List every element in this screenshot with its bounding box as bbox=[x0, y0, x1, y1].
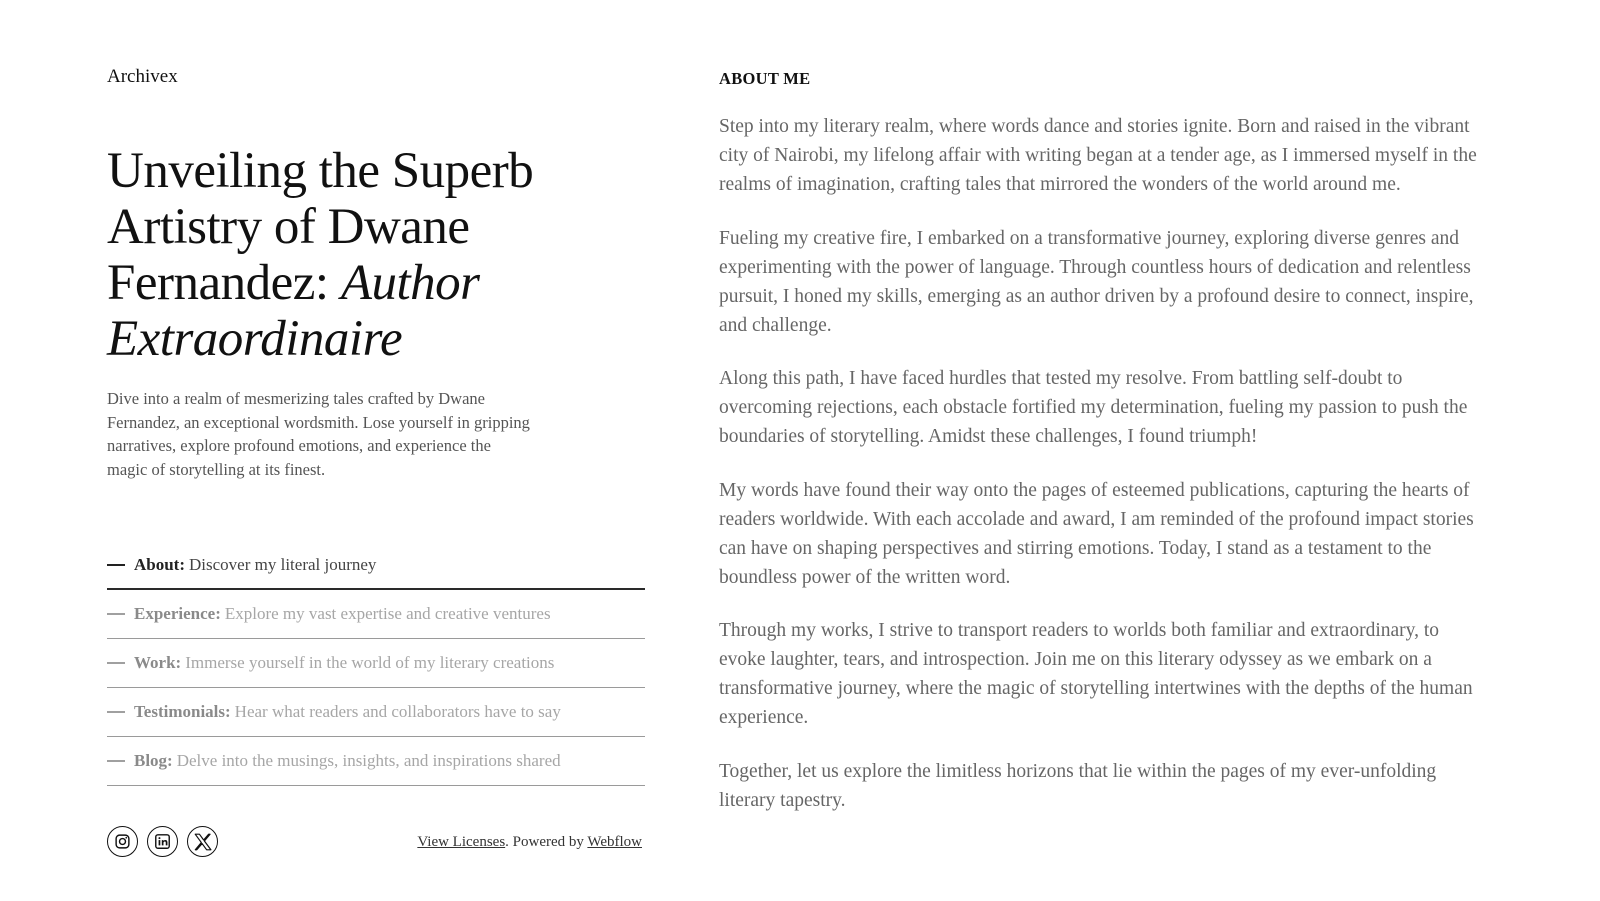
about-paragraph: Fueling my creative fire, I embarked on a transformative journey, exploring diverse genres and experimenting with the power of language. Through countless hours of dedication and relentless pursuit, I honed my skills, emerging as an author driven by a profound desire to connect, inspire, and challenge. bbox=[719, 227, 1474, 336]
nav-item-key: Testimonials: bbox=[134, 702, 231, 721]
hero-title bbox=[107, 143, 647, 367]
webflow-link[interactable]: Webflow bbox=[587, 834, 642, 850]
dash-icon bbox=[107, 662, 125, 664]
dash-icon bbox=[107, 711, 125, 713]
brand-logo[interactable]: Archivex bbox=[107, 66, 178, 87]
hero-title-plain: Unveiling the Superb Artistry of Dwane Fernandez: bbox=[107, 143, 534, 311]
nav-item-desc: Immerse yourself in the world of my literary creations bbox=[185, 653, 555, 672]
powered-by-text: . Powered by bbox=[505, 834, 588, 850]
nav-item-experience[interactable] bbox=[107, 590, 645, 639]
linkedin-button[interactable] bbox=[147, 826, 178, 857]
about-body bbox=[719, 112, 1479, 839]
nav-item-key: Work: bbox=[134, 653, 182, 672]
view-licenses-link[interactable]: View Licenses bbox=[417, 834, 506, 850]
about-paragraph: My words have found their way onto the pages of esteemed publications, capturing the hearts of readers worldwide. With each accolade and award, I am reminded of the profound impact stories can have on shaping perspectives and stirring emotions. Today, I stand as a testament to the boundless power of the written word. bbox=[719, 479, 1474, 588]
nav-item-testimonials[interactable] bbox=[107, 688, 645, 737]
left-panel bbox=[107, 0, 645, 901]
dash-icon bbox=[107, 564, 125, 566]
nav-item-blog[interactable] bbox=[107, 737, 645, 786]
nav-item-about[interactable] bbox=[107, 541, 645, 590]
social-links bbox=[107, 826, 218, 857]
nav-item-desc: Discover my literal journey bbox=[189, 554, 377, 574]
about-heading: ABOUT ME bbox=[719, 69, 811, 88]
linkedin-icon bbox=[154, 833, 171, 850]
nav-item-desc: Explore my vast expertise and creative ventures bbox=[224, 604, 551, 623]
footer bbox=[107, 826, 645, 860]
about-paragraph: Step into my literary realm, where words dance and stories ignite. Born and raised in the vibrant city of Nairobi, my lifelong affair with writing began at a tender age, as I immersed myself in the realms of imagination, crafting tales that mirrored the wonders of the world around me. bbox=[719, 116, 1477, 195]
x-button[interactable] bbox=[187, 826, 218, 857]
hero-subtitle: Dive into a realm of mesmerizing tales crafted by Dwane Fernandez, an exceptional wordsmith. Lose yourself in gripping narratives, explore profound emotions, and experience the magic of storytelling at its finest. bbox=[107, 389, 530, 479]
nav-item-desc: Delve into the musings, insights, and inspirations shared bbox=[176, 751, 561, 770]
x-icon bbox=[192, 831, 214, 853]
hero-title-italic: Author Extraordinaire bbox=[107, 255, 480, 367]
nav-item-key: About: bbox=[134, 554, 186, 574]
about-paragraph: Along this path, I have faced hurdles that tested my resolve. From battling self-doubt to overcoming rejections, each obstacle fortified my determination, fueling my passion to push the boundaries of storytelling. Amidst these challenges, I found triumph! bbox=[719, 368, 1468, 447]
nav-item-desc: Hear what readers and collaborators have to say bbox=[234, 702, 561, 721]
dash-icon bbox=[107, 760, 125, 762]
dash-icon bbox=[107, 613, 125, 615]
nav-item-key: Experience: bbox=[134, 604, 221, 623]
nav-item-key: Blog: bbox=[134, 751, 173, 770]
instagram-icon bbox=[114, 833, 131, 850]
footer-credits bbox=[417, 834, 642, 851]
instagram-button[interactable] bbox=[107, 826, 138, 857]
nav-item-work[interactable] bbox=[107, 639, 645, 688]
section-nav bbox=[107, 541, 645, 786]
about-paragraph: Through my works, I strive to transport readers to worlds both familiar and extraordinary, to evoke laughter, tears, and introspection. Join me on this literary odyssey as we embark on a transformative journey, where the magic of storytelling intertwines with the depths of the human experience. bbox=[719, 620, 1473, 728]
about-paragraph: Together, let us explore the limitless horizons that lie within the pages of my ever-unfolding literary tapestry. bbox=[719, 760, 1437, 811]
about-section bbox=[719, 0, 1479, 901]
